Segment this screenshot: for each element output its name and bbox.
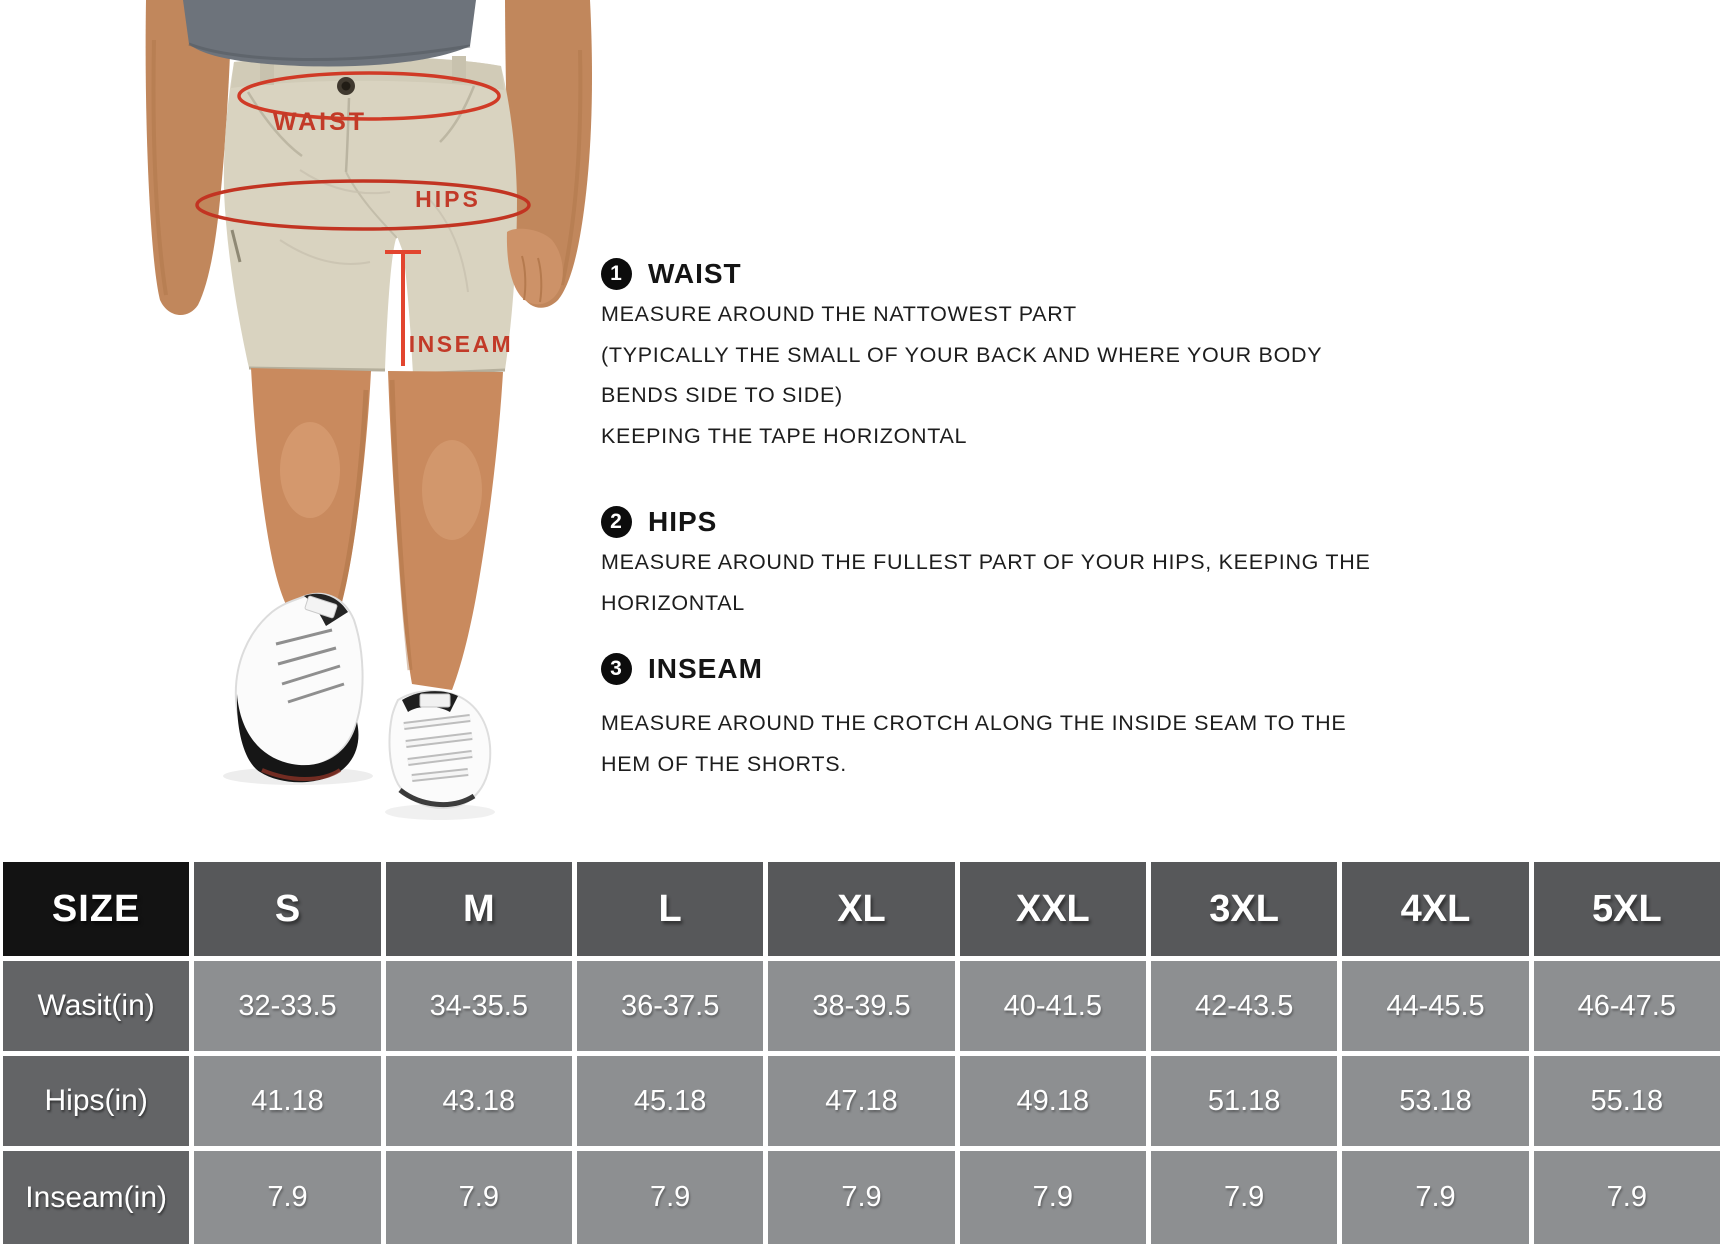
instruction-text-line: HORIZONTAL xyxy=(601,590,745,615)
instruction-hips-title: HIPS xyxy=(648,506,718,537)
step-3-badge: 3 xyxy=(601,653,632,685)
instruction-waist xyxy=(601,256,1381,456)
value-cell: 51.18 xyxy=(1151,1056,1337,1146)
instruction-waist-title: WAIST xyxy=(648,258,742,289)
value-cell: 7.9 xyxy=(194,1151,380,1244)
value-cell: 46-47.5 xyxy=(1534,961,1720,1051)
size-chart-table xyxy=(0,861,1723,1246)
instruction-text-line: (TYPICALLY THE SMALL OF YOUR BACK AND WHERE YOUR BODY xyxy=(601,342,1323,367)
tshirt xyxy=(183,0,476,66)
inseam-row-label: Inseam(in) xyxy=(3,1151,189,1244)
value-cell: 7.9 xyxy=(1342,1151,1528,1244)
left-shoe xyxy=(236,594,363,767)
value-cell: 47.18 xyxy=(768,1056,954,1146)
value-cell: 40-41.5 xyxy=(960,961,1146,1051)
value-cell: 7.9 xyxy=(768,1151,954,1244)
value-cell: 7.9 xyxy=(386,1151,572,1244)
waist-row-label: Wasit(in) xyxy=(3,961,189,1051)
hips-measure-label: HIPS xyxy=(415,186,481,212)
step-2-badge: 2 xyxy=(601,506,632,538)
value-cell: 55.18 xyxy=(1534,1056,1720,1146)
value-cell: 7.9 xyxy=(577,1151,763,1244)
value-cell: 32-33.5 xyxy=(194,961,380,1051)
model-illustration xyxy=(0,0,600,862)
step-1-badge: 1 xyxy=(601,258,632,290)
shoe-tongue-label xyxy=(420,694,450,707)
header-cell-4xl: 4XL xyxy=(1342,862,1528,956)
value-cell: 53.18 xyxy=(1342,1056,1528,1146)
value-cell: 38-39.5 xyxy=(768,961,954,1051)
value-cell: 44-45.5 xyxy=(1342,961,1528,1051)
instruction-text-line: MEASURE AROUND THE NATTOWEST PART xyxy=(601,302,1077,326)
value-cell: 45.18 xyxy=(577,1056,763,1146)
value-cell: 7.9 xyxy=(1151,1151,1337,1244)
instruction-inseam xyxy=(601,651,1381,784)
waist-measure-label: WAIST xyxy=(272,108,368,136)
header-cell-5xl: 5XL xyxy=(1534,862,1720,956)
value-cell: 7.9 xyxy=(960,1151,1146,1244)
instruction-text-line: MEASURE AROUND THE CROTCH ALONG THE INSIDE SEAM TO THE xyxy=(601,711,1347,735)
value-cell: 34-35.5 xyxy=(386,961,572,1051)
instruction-inseam-heading xyxy=(601,651,1381,687)
hips-row-label: Hips(in) xyxy=(3,1056,189,1146)
measurement-instructions xyxy=(601,256,1381,784)
instruction-inseam-title: INSEAM xyxy=(648,653,763,684)
value-cell: 36-37.5 xyxy=(577,961,763,1051)
model-photo xyxy=(0,0,600,862)
value-cell: 41.18 xyxy=(194,1056,380,1146)
instruction-text-line: HEM OF THE SHORTS. xyxy=(601,751,847,776)
value-cell: 42-43.5 xyxy=(1151,961,1337,1051)
header-cell-s: S xyxy=(194,862,380,956)
instruction-text-line: BENDS SIDE TO SIDE) xyxy=(601,383,843,407)
size-column-header: SIZE xyxy=(3,862,189,956)
instruction-hips xyxy=(601,504,1381,623)
value-cell: 43.18 xyxy=(386,1056,572,1146)
instruction-text-line: KEEPING THE TAPE HORIZONTAL xyxy=(601,423,968,448)
header-cell-m: M xyxy=(386,862,572,956)
instruction-text-line: MEASURE AROUND THE FULLEST PART OF YOUR HIPS, KEEPING THE xyxy=(601,550,1371,574)
instruction-hips-heading xyxy=(601,504,1381,540)
value-cell: 49.18 xyxy=(960,1056,1146,1146)
header-cell-3xl: 3XL xyxy=(1151,862,1337,956)
value-cell: 7.9 xyxy=(1534,1151,1720,1244)
header-cell-xl: XL xyxy=(768,862,954,956)
header-cell-xxl: XXL xyxy=(960,862,1146,956)
header-cell-l: L xyxy=(577,862,763,956)
inseam-measure-label: INSEAM xyxy=(408,331,514,357)
instruction-waist-heading xyxy=(601,256,1381,292)
shorts xyxy=(224,56,517,374)
